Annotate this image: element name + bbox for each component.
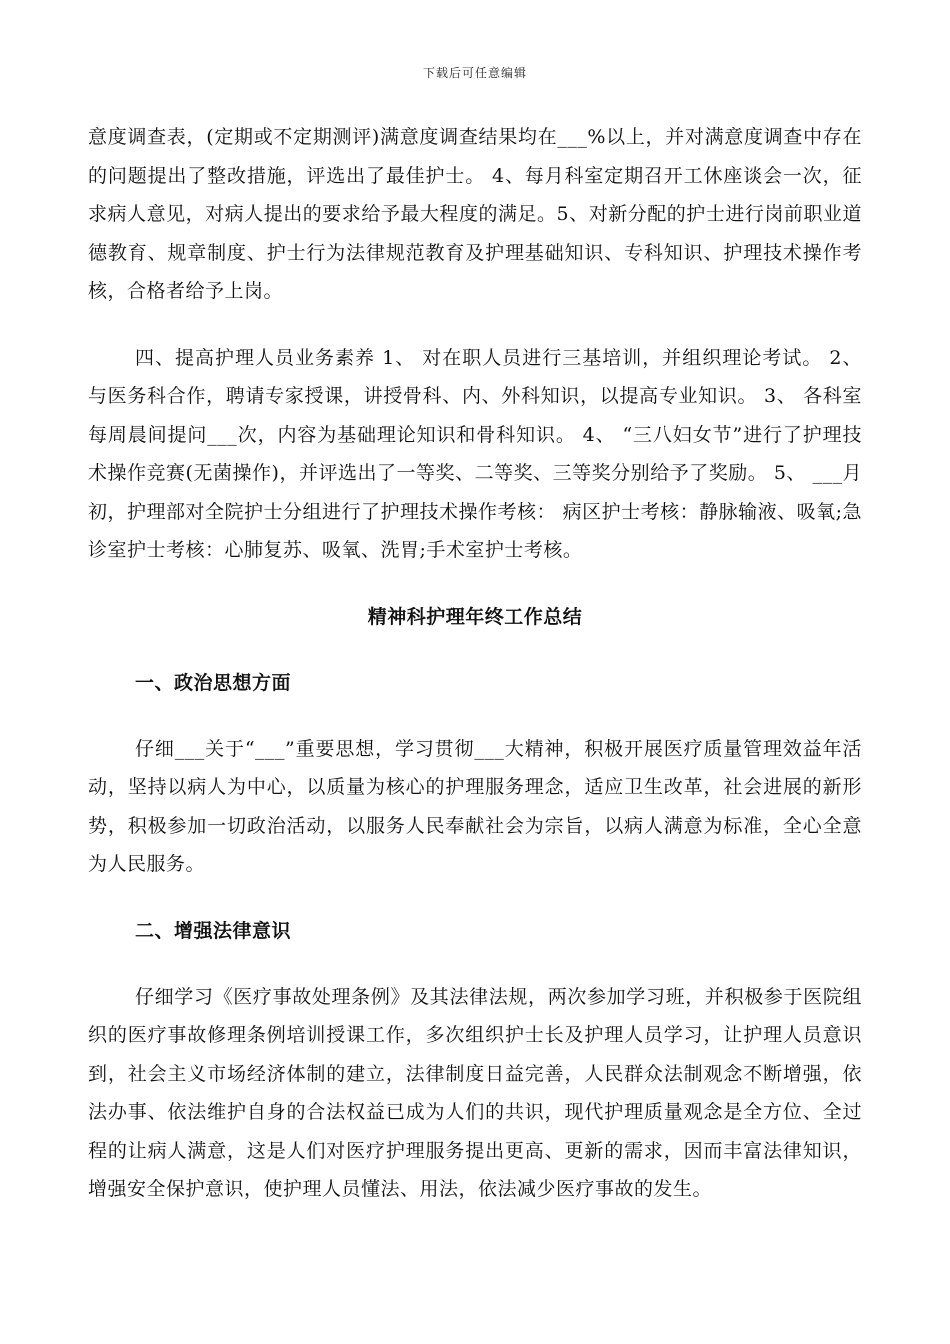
paragraph-continued: 意度调查表，(定期或不定期测评)满意度调查结果均在___%以上，并对满意度调查中存在的问题提出了整改措施，评选出了最佳护士。 4、每月科室定期召开工休座谈会一次，征求病人意见，对病人提出的要求给予最大程度的满足。5、对新分配的护士进行岗前职业道德教育、规章制度、护士行为法律规范教育及护理基础知识、专科知识、护理技术操作考核，合格者给予上岗。	[88, 126, 862, 302]
paragraph-gap	[88, 636, 862, 664]
paragraph-section-four: 四、提高护理人员业务素养 1、 对在职人员进行三基培训，并组织理论考试。 2、与医务科合作，聘请专家授课，讲授骨科、内、外科知识，以提高专业知识。 3、 各科室每周晨间提问___次，内容为基础理论知识和骨科知识。 4、 “三八妇女节”进行了护理技术操作竞赛(无菌操作)，并评选出了一等奖、二等奖、三等奖分别给予了奖励。 5、 ___月初，护理部对全院护士分组进行了护理技术操作考核： 病区护士考核：静脉输液、吸氧;急诊室护士考核：心肺复苏、吸氧、洗胃;手术室护士考核。	[88, 346, 862, 561]
document-title: 精神科护理年终工作总结	[367, 605, 583, 628]
paragraph-gap	[88, 570, 862, 598]
paragraph-law: 仔细学习《医疗事故处理条例》及其法律法规，两次参加学习班，并积极参于医院组织的医疗事故修理条例培训授课工作，多次组织护士长及护理人员学习，让护理人员意识到，社会主义市场经济体制的建立，法律制度日益完善，人民群众法制观念不断增强，依法办事、依法维护自身的合法权益已成为人们的共识，现代护理质量观念是全方位、全过程的让病人满意，这是人们对医疗护理服务提出更高、更新的需求，因而丰富法律知识，增强安全保护意识，使护理人员懂法、用法，依法减少医疗事故的发生。	[88, 985, 862, 1200]
section-heading-law: 二、增强法律意识	[135, 919, 292, 942]
paragraph-gap	[88, 950, 862, 978]
section-heading-politics: 一、政治思想方面	[135, 671, 292, 694]
paragraph-gap	[88, 702, 862, 730]
document-body	[88, 118, 862, 1209]
paragraph-politics: 仔细___关于“___”重要思想，学习贯彻___大精神，积极开展医疗质量管理效益年活动，坚持以病人为中心，以质量为核心的护理服务理念，适应卫生改革，社会进展的新形势，积极参加一切政治活动，以服务人民奉献社会为宗旨，以病人满意为标准，全心全意为人民服务。	[88, 737, 862, 875]
header-note: 下载后可任意编辑	[422, 66, 527, 80]
paragraph-gap	[88, 884, 862, 912]
paragraph-gap	[88, 311, 862, 339]
